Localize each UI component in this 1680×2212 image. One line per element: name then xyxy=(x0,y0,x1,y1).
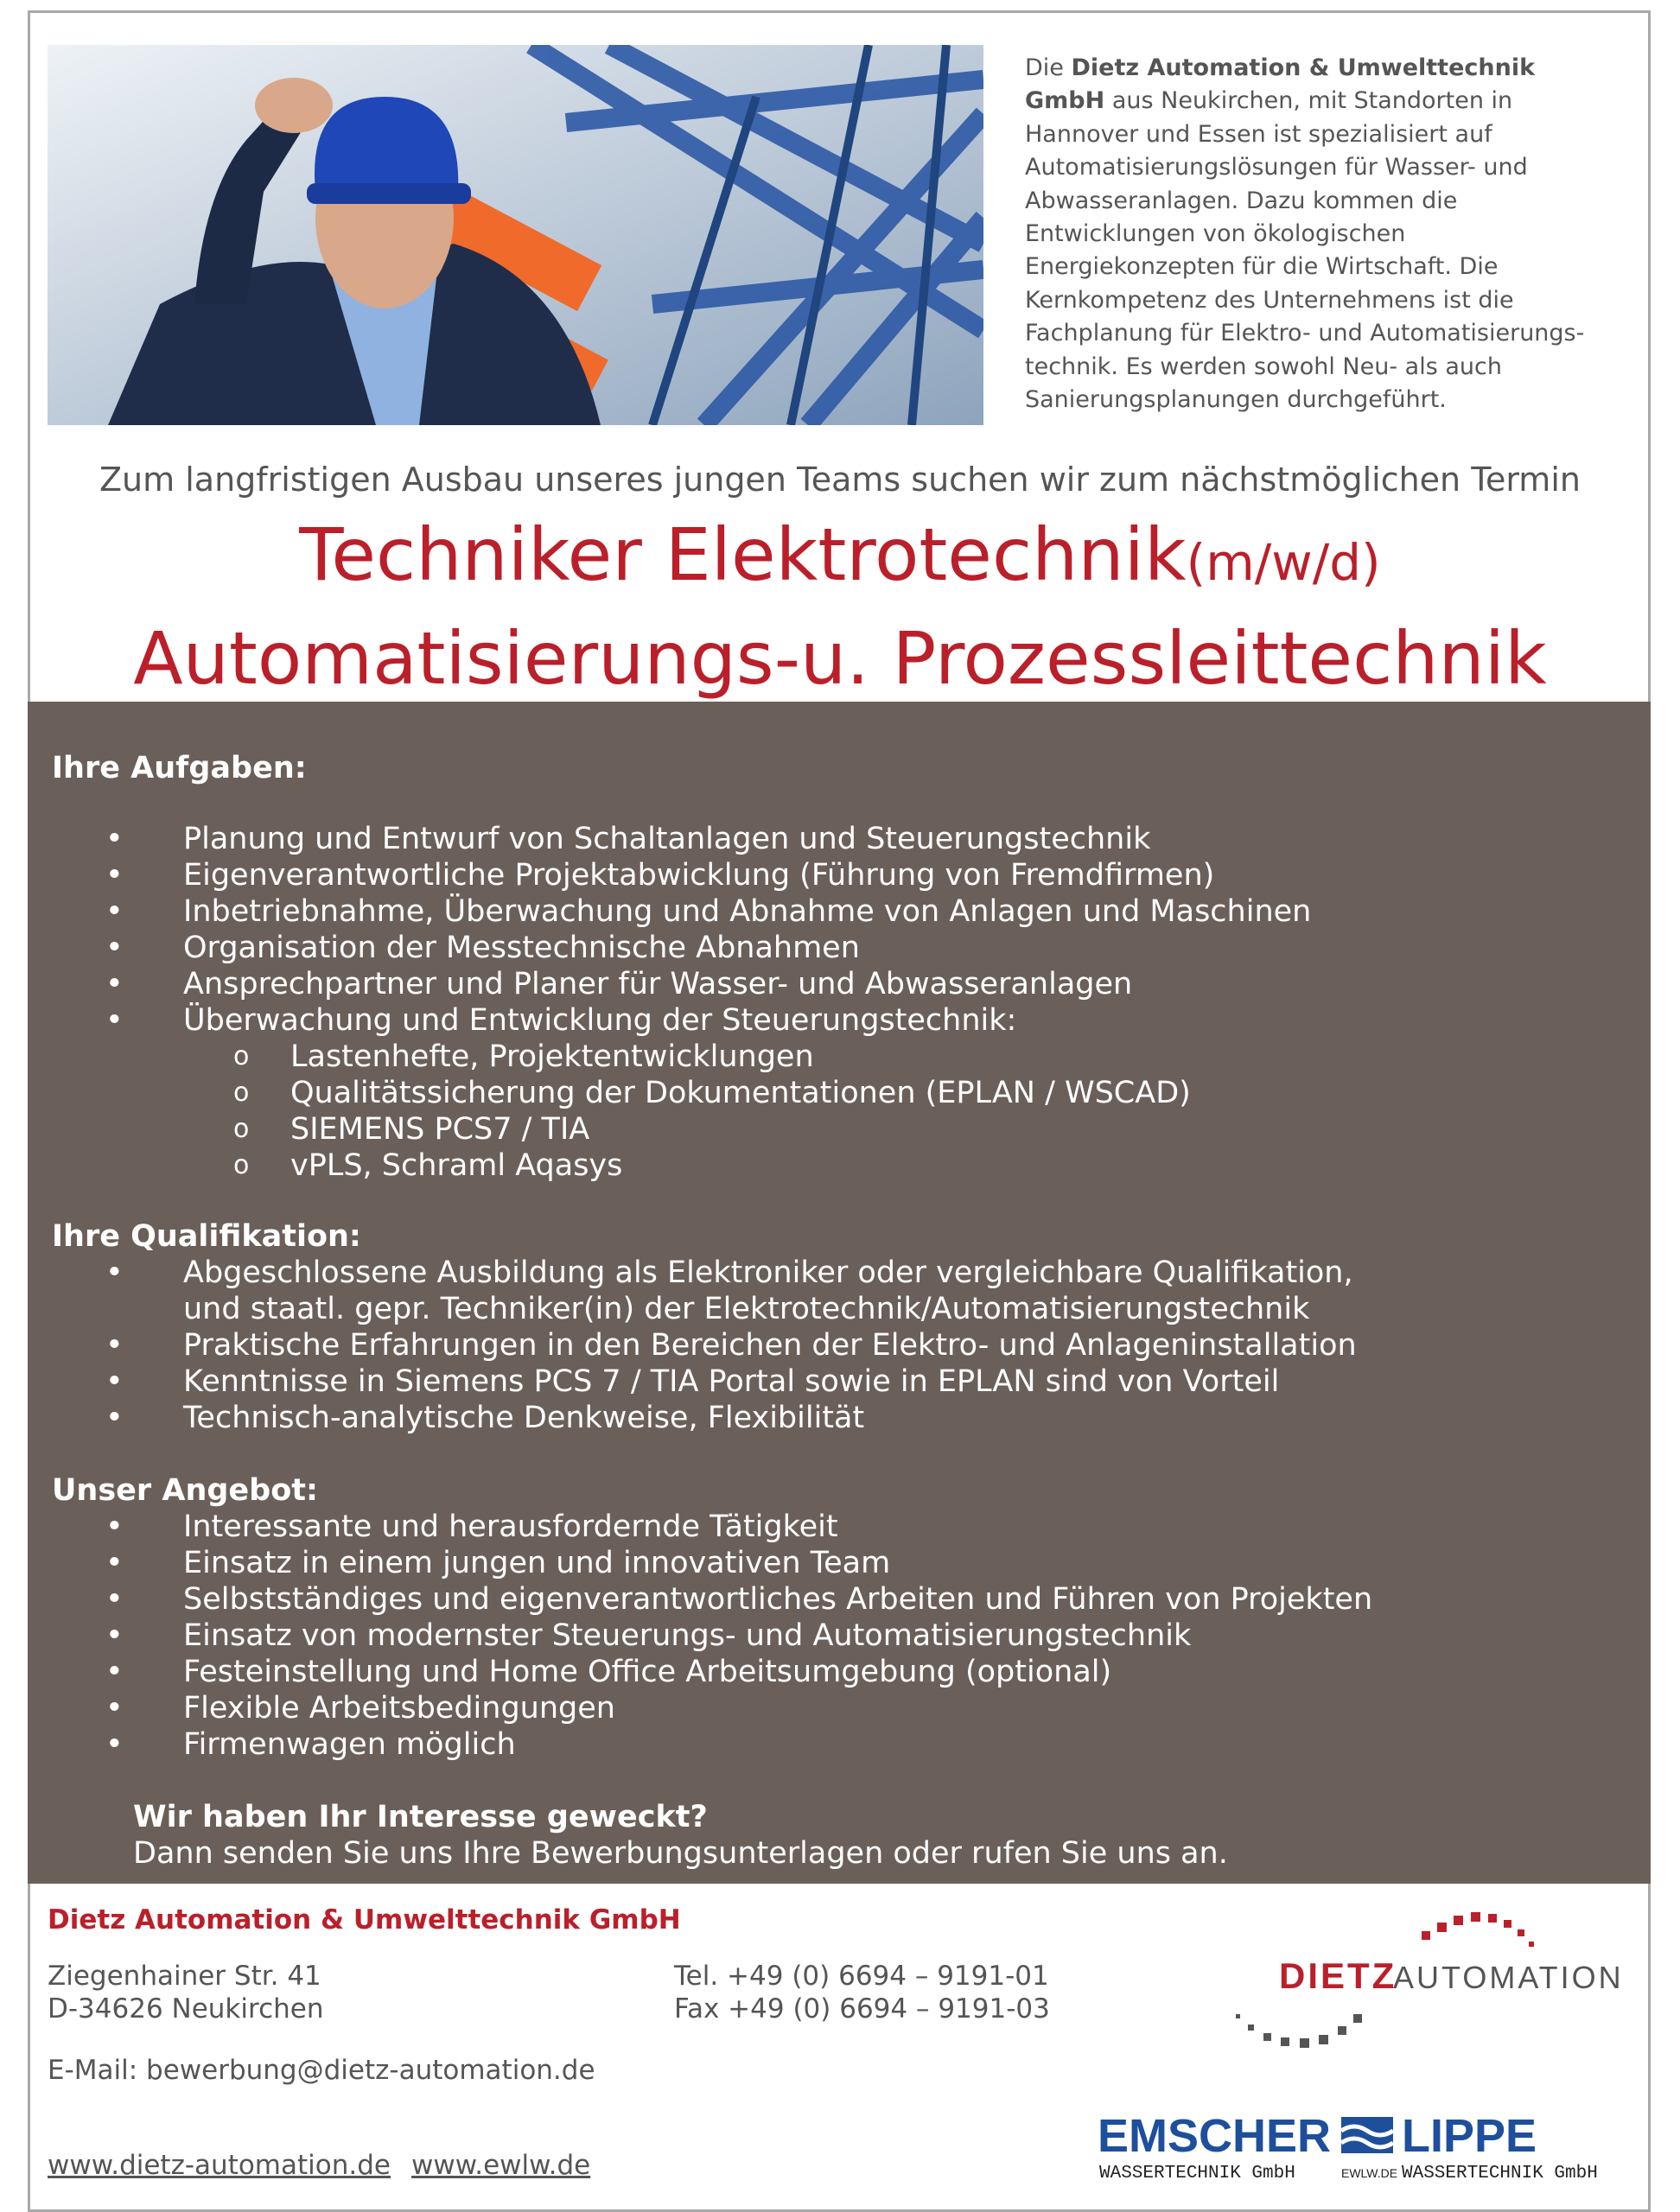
logo-sub-mid: EWLW.DE xyxy=(1341,2166,1398,2180)
search-line: Zum langfristigen Ausbau unseres jungen Teams suchen wir zum nächstmöglichen Termin xyxy=(99,461,1581,499)
cta-question: Wir haben Ihr Interesse geweckt? xyxy=(133,1800,708,1834)
sub-list-item: o Lastenhefte, Projektentwicklungen xyxy=(233,1039,814,1074)
list-item: • Selbstständiges und eigenverantwortliches Arbeiten und Führen von Projekten xyxy=(105,1582,1373,1617)
offer-heading: Unser Angebot: xyxy=(52,1473,318,1508)
email-address: E-Mail: bewerbung@dietz-automation.de xyxy=(48,2055,595,2086)
website-link-dietz[interactable]: www.dietz-automation.de xyxy=(48,2150,391,2181)
logo-word-lippe: LIPPE xyxy=(1402,2110,1537,2162)
logo-word-dietz: DIETZ xyxy=(1279,1955,1397,1996)
list-item: • Abgeschlossene Ausbildung als Elektroniker oder vergleichbare Qualifikation, xyxy=(105,1255,1353,1290)
list-item: • Flexible Arbeitsbedingungen xyxy=(105,1691,615,1726)
qualification-heading: Ihre Qualifikation: xyxy=(52,1219,361,1254)
wave-icon xyxy=(1341,2117,1393,2153)
logo-dot-arc-top xyxy=(1422,1912,1534,1947)
job-title-main: Techniker Elektrotechnik xyxy=(299,512,1187,597)
address-city: D-34626 Neukirchen xyxy=(48,1993,324,2024)
engineer-illustration xyxy=(48,45,983,425)
list-item: • Organisation der Messtechnische Abnahmen xyxy=(105,931,860,965)
logo-word-emscher: EMSCHER xyxy=(1098,2110,1332,2162)
intro-text: aus Neukirchen, mit Standorten in Hannover und Essen ist spezialisiert auf Automatisierungslösungen für Wasser- und Abwasseranlagen. Dazu kommen die Entwicklungen von ökologischen Energiekonzepten für die Wirtschaft. Die Kernkompetenz des Unternehmens ist die Fachplanung für Elektro- und Automatisierungs-technik. Es werden sowohl Neu- als auch Sanierungsplanungen durchgeführt. xyxy=(1025,87,1585,414)
fax-number: Fax +49 (0) 6694 – 9191-03 xyxy=(674,1993,1050,2024)
list-item: • Interessante und herausfordernde Tätigkeit xyxy=(105,1510,838,1544)
list-item: • Überwachung und Entwicklung der Steuerungstechnik: xyxy=(105,1003,1017,1038)
list-item: • Kenntnisse in Siemens PCS 7 / TIA Portal sowie in EPLAN sind von Vorteil xyxy=(105,1364,1280,1399)
list-item: • Planung und Entwurf von Schaltanlagen und Steuerungstechnik xyxy=(105,822,1151,856)
list-item: • Praktische Erfahrungen in den Bereichen der Elektro- und Anlageninstallation xyxy=(105,1328,1357,1363)
list-item: • Inbetriebnahme, Überwachung und Abnahme von Anlagen und Maschinen xyxy=(105,894,1312,929)
list-item: • Einsatz von modernster Steuerungs- und Automatisierungstechnik xyxy=(105,1618,1192,1653)
list-item-continuation: und staatl. gepr. Techniker(in) der Elektrotechnik/Automatisierungstechnik xyxy=(183,1292,1310,1326)
sub-list-item: o vPLS, Schraml Aqasys xyxy=(233,1148,623,1183)
footer-company-name: Dietz Automation & Umwelttechnik GmbH xyxy=(48,1904,681,1936)
logo-dot-arc-bottom xyxy=(1236,2014,1362,2048)
list-item: • Ansprechpartner und Planer für Wasser- und Abwasseranlagen xyxy=(105,967,1133,1001)
emscher-lippe-logo xyxy=(1098,2108,1633,2186)
list-item: • Einsatz in einem jungen und innovativen Team xyxy=(105,1546,891,1580)
job-title xyxy=(0,512,1680,606)
logo-word-automation: AUTOMATION xyxy=(1393,1960,1624,1995)
dietz-automation-logo xyxy=(1227,1897,1633,2061)
intro-company-name: Dietz Automation & Umwelttechnik GmbH xyxy=(1025,54,1536,115)
list-item: • Technisch-analytische Denkweise, Flexibilität xyxy=(105,1401,865,1435)
hero-photo xyxy=(48,45,983,425)
tasks-heading: Ihre Aufgaben: xyxy=(52,751,307,785)
job-title-line2: Automatisierungs-u. Prozessleittechnik xyxy=(133,616,1547,701)
job-title-suffix: (m/w/d) xyxy=(1186,533,1381,592)
cta-text: Dann senden Sie uns Ihre Bewerbungsunterlagen oder rufen Sie uns an. xyxy=(133,1836,1228,1871)
company-intro xyxy=(1025,52,1613,416)
address-street: Ziegenhainer Str. 41 xyxy=(48,1961,321,1992)
list-item: • Firmenwagen möglich xyxy=(105,1727,516,1762)
sub-list-item: o SIEMENS PCS7 / TIA xyxy=(233,1112,590,1147)
job-details-panel xyxy=(28,702,1651,1884)
website-link-ewlw[interactable]: www.ewlw.de xyxy=(411,2150,591,2181)
logo-sub-right: WASSERTECHNIK GmbH xyxy=(1402,2164,1598,2183)
list-item: • Festeinstellung und Home Office Arbeitsumgebung (optional) xyxy=(105,1655,1112,1689)
sub-list-item: o Qualitätssicherung der Dokumentationen (EPLAN / WSCAD) xyxy=(233,1076,1191,1110)
list-item: • Eigenverantwortliche Projektabwicklung (Führung von Fremdfirmen) xyxy=(105,858,1215,893)
phone-number: Tel. +49 (0) 6694 – 9191-01 xyxy=(674,1961,1049,1992)
logo-sub-left: WASSERTECHNIK GmbH xyxy=(1099,2164,1295,2183)
intro-lead: Die xyxy=(1025,54,1064,81)
